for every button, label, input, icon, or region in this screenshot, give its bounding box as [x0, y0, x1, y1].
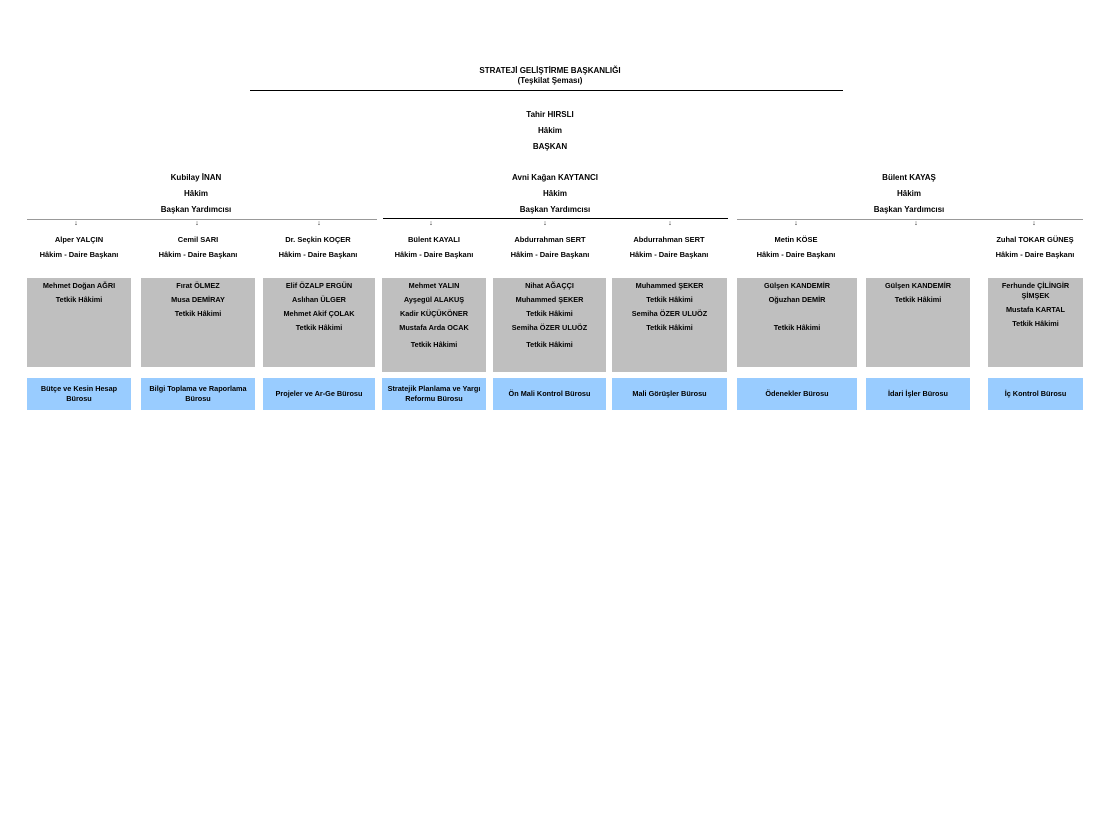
- dept-head-2: [143, 232, 253, 262]
- chart-title: [0, 66, 1100, 86]
- staff-line: Tetkik Hâkimi: [1012, 319, 1059, 328]
- dept-head-title: Hâkim - Daire Başkanı: [394, 250, 474, 259]
- dept-head-name: Abdurrahman SERT: [633, 235, 705, 244]
- dept-head-title: Hâkim - Daire Başkanı: [158, 250, 238, 259]
- staff-box-6: [612, 278, 727, 372]
- staff-box-1: [27, 278, 131, 367]
- staff-line: Muhammed ŞEKER: [635, 281, 704, 290]
- dept-head-title: Hâkim - Daire Başkanı: [995, 250, 1075, 259]
- staff-line: Ayşegül ALAKUŞ: [403, 295, 465, 304]
- staff-line: Gülşen KANDEMİR: [884, 281, 952, 290]
- dept-head-7: [741, 232, 851, 262]
- deputy-block-2: [455, 170, 655, 218]
- office-box-3: Projeler ve Ar-Ge Bürosu: [263, 378, 375, 410]
- staff-line: Elif ÖZALP ERGÜN: [285, 281, 353, 290]
- office-box-9: İç Kontrol Bürosu: [988, 378, 1083, 410]
- staff-box-7: [737, 278, 857, 367]
- down-arrow-icon: ↓: [914, 220, 918, 227]
- dept-head-title: Hâkim - Daire Başkanı: [629, 250, 709, 259]
- group-line-2: [383, 218, 728, 219]
- dept-head-name: Zuhal TOKAR GÜNEŞ: [996, 235, 1074, 244]
- deputy-position: Başkan Yardımcısı: [873, 205, 945, 214]
- staff-line: Tetkik Hâkimi: [174, 309, 222, 318]
- staff-line: Tetkik Hâkimi: [646, 323, 693, 332]
- staff-box-8: [866, 278, 970, 367]
- staff-line: Mehmet Doğan AĞRI: [42, 281, 116, 290]
- dept-head-name: Cemil SARI: [177, 235, 219, 244]
- staff-line: Gülşen KANDEMİR: [763, 281, 831, 290]
- dept-head-9: [980, 232, 1090, 262]
- staff-line: Ferhunde ÇİLİNGİR ŞİMŞEK: [1001, 281, 1070, 300]
- down-arrow-icon: ↓: [195, 220, 199, 227]
- staff-line: Tetkik Hâkimi: [894, 295, 942, 304]
- dept-head-4: [379, 232, 489, 262]
- title-line2: (Teşkilat Şeması): [517, 76, 583, 85]
- staff-line: Aslıhan ÜLGER: [292, 295, 346, 304]
- down-arrow-icon: ↓: [1032, 220, 1036, 227]
- deputy-block-3: [809, 170, 1009, 218]
- head-block: [450, 107, 650, 155]
- dept-head-title: Hâkim - Daire Başkanı: [756, 250, 836, 259]
- down-arrow-icon: ↓: [429, 220, 433, 227]
- staff-line: Tetkik Hâkimi: [646, 295, 693, 304]
- office-box-2: Bilgi Toplama ve Raporlama Bürosu: [141, 378, 255, 410]
- title-underline: [250, 90, 843, 91]
- staff-line: Kadir KÜÇÜKÖNER: [399, 309, 469, 318]
- staff-line: Semiha ÖZER ULUÖZ: [511, 323, 588, 332]
- deputy-role: Hâkim: [896, 189, 921, 198]
- dept-head-name: Bülent KAYALI: [408, 235, 460, 244]
- staff-line: Semiha ÖZER ULUÖZ: [631, 309, 708, 318]
- staff-box-2: [141, 278, 255, 367]
- title-line1: STRATEJİ GELİŞTİRME BAŞKANLIĞI: [479, 66, 621, 75]
- dept-head-3: [263, 232, 373, 262]
- staff-line: Musa DEMİRAY: [171, 295, 225, 304]
- down-arrow-icon: ↓: [668, 220, 672, 227]
- dept-head-title: Hâkim - Daire Başkanı: [278, 250, 358, 259]
- deputy-name: Avni Kağan KAYTANCI: [512, 173, 598, 182]
- staff-line: Tetkik Hâkimi: [526, 309, 573, 318]
- head-position: BAŞKAN: [532, 142, 568, 151]
- staff-line: Tetkik Hâkimi: [410, 340, 458, 349]
- staff-box-5: [493, 278, 606, 372]
- office-box-4: Stratejik Planlama ve Yargı Reformu Bürosu: [382, 378, 486, 410]
- dept-head-name: Dr. Seçkin KOÇER: [285, 235, 351, 244]
- office-box-5: Ön Mali Kontrol Bürosu: [493, 378, 606, 410]
- staff-box-9: [988, 278, 1083, 367]
- staff-line: Mustafa KARTAL: [1005, 305, 1066, 314]
- dept-head-1: [24, 232, 134, 262]
- down-arrow-icon: ↓: [317, 220, 321, 227]
- dept-head-name: Abdurrahman SERT: [514, 235, 586, 244]
- deputy-name: Bülent KAYAŞ: [882, 173, 936, 182]
- dept-head-name: Metin KÖSE: [774, 235, 818, 244]
- staff-line: Tetkik Hâkimi: [773, 323, 821, 332]
- staff-line: Nihat AĞAÇÇI: [525, 281, 574, 290]
- staff-box-4: [382, 278, 486, 372]
- staff-box-3: [263, 278, 375, 367]
- down-arrow-icon: ↓: [74, 220, 78, 227]
- dept-head-5: [495, 232, 605, 262]
- staff-line: Oğuzhan DEMİR: [768, 295, 826, 304]
- office-box-6: Mali Görüşler Bürosu: [612, 378, 727, 410]
- staff-line: Tetkik Hâkimi: [526, 340, 573, 349]
- deputy-position: Başkan Yardımcısı: [160, 205, 232, 214]
- deputy-role: Hâkim: [542, 189, 567, 198]
- dept-head-title: Hâkim - Daire Başkanı: [39, 250, 119, 259]
- dept-head-name: Alper YALÇIN: [54, 235, 104, 244]
- down-arrow-icon: ↓: [543, 220, 547, 227]
- deputy-position: Başkan Yardımcısı: [519, 205, 591, 214]
- head-role: Hâkim: [537, 126, 562, 135]
- deputy-name: Kubilay İNAN: [170, 173, 222, 182]
- dept-head-6: [614, 232, 724, 262]
- deputy-role: Hâkim: [183, 189, 208, 198]
- dept-head-title: Hâkim - Daire Başkanı: [510, 250, 590, 259]
- staff-line: Tetkik Hâkimi: [295, 323, 343, 332]
- staff-line: Mehmet YALIN: [408, 281, 460, 290]
- office-box-1: Bütçe ve Kesin Hesap Bürosu: [27, 378, 131, 410]
- office-box-7: Ödenekler Bürosu: [737, 378, 857, 410]
- down-arrow-icon: ↓: [794, 220, 798, 227]
- staff-line: Mehmet Akif ÇOLAK: [283, 309, 355, 318]
- staff-line: Tetkik Hâkimi: [55, 295, 103, 304]
- deputy-block-1: [96, 170, 296, 218]
- staff-line: Mustafa Arda OCAK: [399, 323, 469, 332]
- spacer: [737, 307, 857, 321]
- head-name: Tahir HIRSLI: [526, 110, 574, 119]
- office-box-8: İdari İşler Bürosu: [866, 378, 970, 410]
- staff-line: Fırat ÖLMEZ: [176, 281, 220, 290]
- staff-line: Muhammed ŞEKER: [515, 295, 584, 304]
